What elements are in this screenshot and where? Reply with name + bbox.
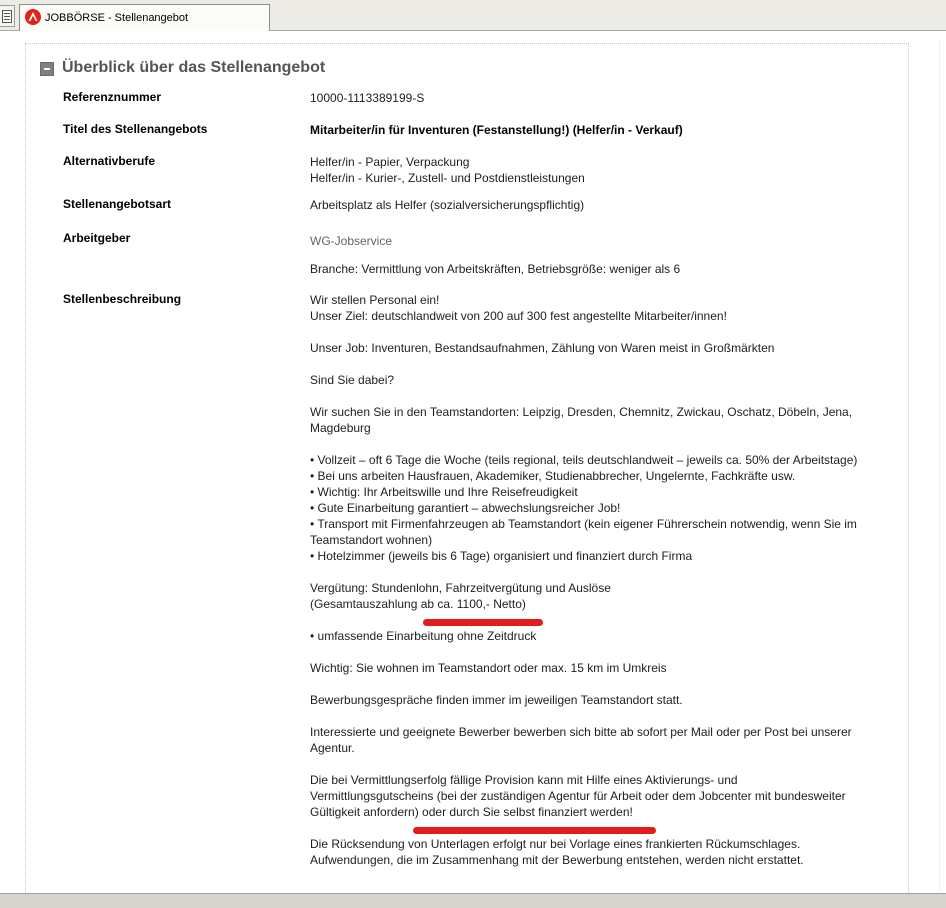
description-line: Gültigkeit anfordern) oder durch Sie selbst finanziert werden!	[310, 805, 633, 819]
description-line: Sind Sie dabei?	[310, 373, 395, 387]
field-label: Stellenbeschreibung	[63, 292, 182, 306]
red-underline-salary	[423, 619, 543, 626]
description-line	[310, 676, 890, 692]
section-title: Überblick über das Stellenangebot	[62, 59, 326, 76]
field-value	[310, 197, 890, 213]
arbeitsagentur-logo-icon	[25, 9, 41, 25]
field-label: Titel des Stellenangebots	[63, 122, 208, 136]
arbeitgeber-name: WG-Jobservice	[310, 234, 393, 248]
tab-title: JOBBÖRSE - Stellenangebot	[45, 12, 189, 24]
description-line: Vermittlungsgutscheins (bei der zuständigen Agentur für Arbeit oder dem Jobcenter mit bundesweiter	[310, 789, 846, 803]
description-line: Interessierte und geeignete Bewerber bewerben sich bitte ab sofort per Mail oder per Post bei unserer	[310, 725, 852, 739]
description-line: • Gute Einarbeitung garantiert – abwechslungsreicher Job!	[310, 501, 621, 515]
description-line: Unser Job: Inventuren, Bestandsaufnahmen, Zählung von Waren meist in Großmärkten	[310, 341, 775, 355]
field-value	[310, 90, 890, 106]
description-line: Wir suchen Sie in den Teamstandorten: Leipzig, Dresden, Chemnitz, Zwickau, Oschatz, Döbeln, Jena,	[310, 405, 853, 419]
description-line: Die Rücksendung von Unterlagen erfolgt nur bei Vorlage eines frankierten Rückumschlages.	[310, 837, 801, 851]
field-label: Alternativberufe	[63, 154, 156, 168]
description-line	[310, 612, 890, 628]
field-value	[310, 154, 890, 186]
description-line: Bewerbungsgespräche finden immer im jeweiligen Teamstandort statt.	[310, 693, 683, 707]
scroll-guide	[939, 41, 940, 891]
red-underline-self-financed	[413, 827, 656, 834]
field-label: Stellenangebotsart	[63, 197, 172, 211]
description-line: Unser Ziel: deutschlandweit von 200 auf 300 fest angestellte Mitarbeiter/innen!	[310, 309, 727, 323]
field-label: Arbeitgeber	[63, 231, 131, 245]
description-line: Wir stellen Personal ein!	[310, 293, 440, 307]
description-line: • Bei uns arbeiten Hausfrauen, Akademiker, Studienabbrecher, Ungelernte, Fachkräfte usw.	[310, 469, 796, 483]
collapse-minus-icon[interactable]	[40, 62, 54, 76]
description-line	[310, 388, 890, 404]
description-line	[310, 564, 890, 580]
description-line: Agentur.	[310, 741, 355, 755]
alternativberuf-line: Helfer/in - Kurier-, Zustell- und Postdienstleistungen	[310, 171, 585, 185]
titel-value: Mitarbeiter/in für Inventuren (Festanstellung!) (Helfer/in - Verkauf)	[310, 123, 683, 137]
field-label: Referenznummer	[63, 90, 162, 104]
description-line	[310, 756, 890, 772]
field-value	[310, 122, 890, 138]
tab-stellenangebot[interactable]	[19, 4, 270, 31]
description-line: Magdeburg	[310, 421, 371, 435]
arbeitgeber-branche: Branche: Vermittlung von Arbeitskräften, Betriebsgröße: weniger als 6	[310, 262, 681, 276]
description-line: • Vollzeit – oft 6 Tage die Woche (teils regional, teils deutschlandweit – jeweils ca. 50% der Arbeitstage)	[310, 453, 858, 467]
description-line	[310, 324, 890, 340]
description-line: • umfassende Einarbeitung ohne Zeitdruck	[310, 629, 537, 643]
description-line: Wichtig: Sie wohnen im Teamstandort oder max. 15 km im Umkreis	[310, 661, 667, 675]
description-line: (Gesamtauszahlung ab ca. 1100,- Netto)	[310, 597, 526, 611]
job-offer-page	[0, 31, 946, 893]
alternativberuf-line: Helfer/in - Papier, Verpackung	[310, 155, 470, 169]
status-bar	[0, 893, 946, 908]
description-line: Vergütung: Stundenlohn, Fahrzeitvergütung und Auslöse	[310, 581, 611, 595]
stellenangebotsart-value: Arbeitsplatz als Helfer (sozialversicherungspflichtig)	[310, 198, 585, 212]
referenznummer-value: 10000-1113389199-S	[310, 91, 425, 105]
description-line	[310, 644, 890, 660]
description-line: • Wichtig: Ihr Arbeitswille und Ihre Reisefreudigkeit	[310, 485, 578, 499]
description-line	[310, 436, 890, 452]
document-icon[interactable]	[0, 5, 15, 27]
stellenbeschreibung-text	[310, 292, 890, 868]
description-line	[310, 708, 890, 724]
description-line: • Transport mit Firmenfahrzeugen ab Teamstandort (kein eigener Führerschein notwendig, wenn Sie im	[310, 517, 857, 531]
tab-strip	[0, 0, 946, 31]
description-line: Die bei Vermittlungserfolg fällige Provision kann mit Hilfe eines Aktivierungs- und	[310, 773, 738, 787]
description-line	[310, 356, 890, 372]
description-line: Teamstandort wohnen)	[310, 533, 433, 547]
description-line: Aufwendungen, die im Zusammenhang mit der Bewerbung entstehen, werden nicht erstattet.	[310, 853, 804, 867]
field-value	[310, 233, 890, 277]
description-line: • Hotelzimmer (jeweils bis 6 Tage) organisiert und finanziert durch Firma	[310, 549, 693, 563]
